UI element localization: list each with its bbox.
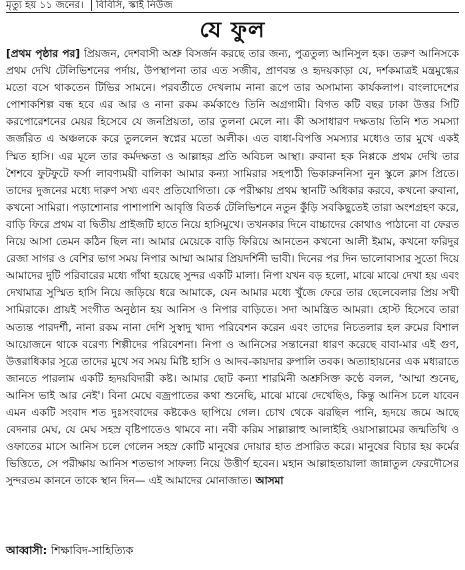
continuation-tag: [প্রথম পৃষ্ঠার পর] [6,48,81,60]
previous-article-tail [6,0,459,11]
article-text: প্রিয়জন, দেশবাসী অশ্রু বিসর্জন করছে তার জন্য, পুত্রতুল্য আনিসুল হক। তরুণ আনিসকে প্রথম দেখি টেলিভিশনের পর্দায়, উপস্থাপনা তার এত সজীব, প্রাণবন্ত ও হৃদয়কাড়া যে, দর্শকমাত্রই মন্ত্রমুগ্ধের মতো বসে থাকতেন টিভির সামনে। পরবর্তীতে দেখলাম নানা রূপে তার অসামান্য কার্যকলাপ। বাংলাদেশের পোশাকশিল্প বন্ধ হবে এর আর ও নানা রকম কর্মকাণ্ডে তিনি অগ্রগামী। বিগত কটি বছর ঢাকা উত্তর সিটি করপোরেশনের মেয়র হিসেবে যে জনপ্রিয়তা, তার তুলনা মেলে না। কী অসাধারণ দক্ষতায় তিনি শত সমস্যা জর্জরিত এ অঞ্চলকে করে তুললেন স্বপ্নের মতো অলীক। এত বাধা-বিপত্তি সমস্যার মধ্যেও তার মুখে একই স্মিত হাসি। এর মূলে তার কর্মদক্ষতা ও আল্লাহর প্রতি অবিচল আস্থা। রুবানা হক নিপ্পকে প্রথম দেখি তার শৈশবে ফুটফুটে ফর্সা লাবণ্যময়ী বালিকা আমার কন্যা সামিরার সহপাঠী ভিকারুননিসা নুন স্কুলে ক্লাস প্রিতে। তাদের দুজনের মধ্যে দারুণ সখ্য এবং প্রতিযোগিতা। কে পরীক্ষায় প্রথম স্থানটি অধিকার করবে, কখনো রুবানা, কখনো সামিরা। পড়াশোনার পাশাপাশি আবৃত্তি বিতর্ক টেলিভিশনে নতুন কুঁড়ি সবকিছুতেই তারা অংশগ্রহণ করে, বাড়ি ফিরে প্রথম বা দ্বিতীয় প্রাইজটি হাতে নিয়ে হাসিমুখে। তখনকার দিনে বাচ্চাদের কোথাও পাঠানো বা ফেরত নিয়ে আসা তেমন কঠিন ছিল না। আমার মেয়েকে বাড়ি ফিরিয়ে আনতেন কখনো আলী ইমাম, কখনো ফরিদুর রেজা সাগর ও বেশির ভাগ সময় নিপার আম্মা আমার প্রিয়দর্শিনী ভাবী। দিনের পর দিন ভালোবাসার সুতো দিয়ে আমাদের দুটি পরিবারের মধ্যে গাঁথা হয়েছে সুন্দর একটি মালা। নিপা যখন বড় হলো, মাঝে মাঝে দেখা হয় এবং দেখামাত্র সুস্মিত হাসি নিয়ে জড়িয়ে ধরে আমাকে, যেন আমার মধ্যে খুঁজে ফেরে তার ছেলেবেলার প্রিয় সখী সামিরাকে। প্রায়ই সংগীত অনুষ্ঠান হয় আনিস ও নিপার বাড়িতে। সদা আমন্ত্রিত আমরা। হোস্ট হিসেবে তারা অত্যন্ত পারদর্শী, নানা রকম নানা দেশি সুস্বাদু খাদ্য পরিবেশন করেন এবং তাদের নিচতলার হল রুমের বিশাল আয়োজনে থাকে বরেণ্য শিল্পীদের পরিবেশনা। নিপা ও আনিসের সন্তানেরা ধারণ করেছে বাবা-মার এই গুণ, উত্তরাধিকার সূত্রে তাদের মুখে সব সময় মিষ্টি হাসি ও আদব-কায়দার রুপালি তবক। অত্যাহায়নের এক মধ্যরাতে জানতে পারলাম একটি হৃদয়বিদারী কষ্ট। আমার ছোট কন্যা শারমিনী অশ্রুসিক্ত কণ্ঠে বলল, 'আম্মা শুনেছ, আনিস ভাই আর নেই'। বিনা মেঘে বজ্রপাতের কথা শুনেছি, মাঝে মাঝে দেখেছিও, কিন্তু আনিস চলে যাবেন এমন একটি সংবাদ শত দুঃসংবাদের কষ্টকেও ছাপিয়ে গেল। চোখ থেকে ঝরছিল পানি, হৃদয়ে জমে আছে বেদনার মেঘ, যে মেঘ সহস্র বৃষ্টিপাতেও থামবে না। নবী করিম সাল্লাল্লাহু আলাইহি ওয়াসাল্লামের জন্মতিথি ও ওফাতের মাসে আনিস চলে গেলেন সহস্র কোটি মানুষের দোয়ার হাত প্রসারিত করে। মানুষের বিচার হয় কর্মের ভিত্তিতে, সে পরীক্ষায় আনিস শতভাগ সাফল্য নিয়ে উত্তীর্ণ হবেন। মহান আল্লাহতায়ালা জান্নাতুল ফেরদৌসের সুন্দরতম কাননে তাকে স্থান দিন— এই আমাদের মোনাজাত। [6,48,459,488]
author-title: শিক্ষাবিদ-সাহিত্যিক [50,544,134,557]
author-signature: আব্বাসী: শিক্ষাবিদ-সাহিত্যিক [6,544,134,557]
author-first-name: আসমা [255,475,284,488]
article-headline: যে ফুল [199,17,266,43]
article-body [6,46,459,542]
divider [6,12,459,13]
previous-article-text: মৃত্যু হয় ১১ জনের। [6,0,84,11]
author-last-name: আব্বাসী [6,544,43,557]
news-source: বিবিসি, স্কাই নিউজ [91,0,173,11]
